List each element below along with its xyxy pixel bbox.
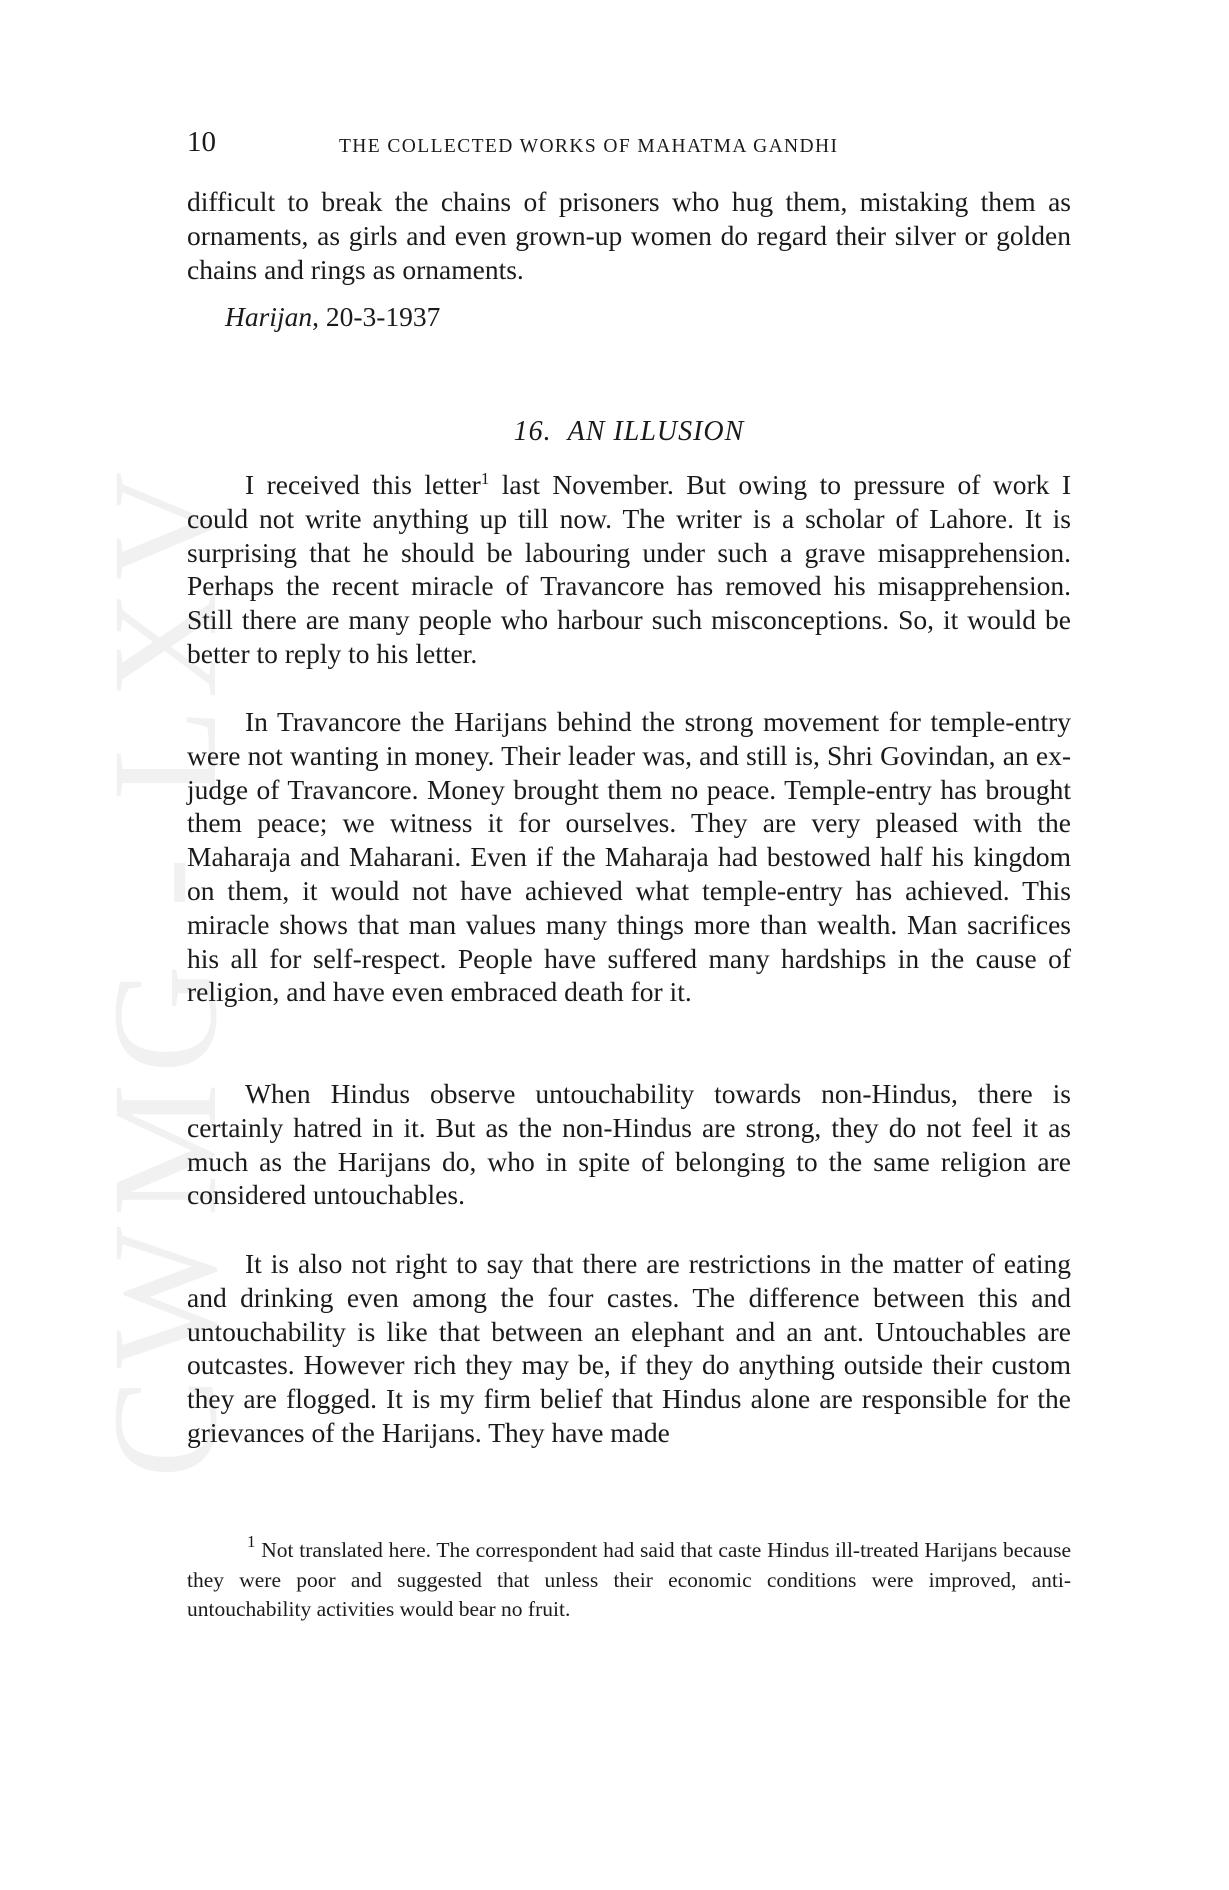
running-title: THE COLLECTED WORKS OF MAHATMA GANDHI (339, 136, 839, 157)
paragraph-4: It is also not right to say that there are restrictions in the matter of eating and drinking even among the four castes. The difference between this and untouchability is like that between an elephant and an ant. Untouchables are outcastes. However rich they may be, if they do anything outside their custom they are flogged. It is my firm belief that Hindus alone are responsible for the grievances of the Harijans. They have made (187, 1248, 1071, 1448)
paragraph-1-rest: last November. But owing to pressure of work I could not write anything up till now. The writer is a scholar of Lahore. It is surprising that he should be labouring under such a grave misapprehension. Perhaps the recent miracle of Travancore has removed his misapprehension. Still there are many people who harbour such misconceptions. So, it would be better to reply to his letter. (187, 469, 1071, 669)
footnote-text: Not translated here. The correspondent had said that caste Hindus ill-treated Harijans because they were poor and suggested that unless their economic conditions were improved, anti-untouchability activities would bear no fruit. (187, 1538, 1071, 1621)
article-number: 16. (513, 416, 552, 447)
paragraph-1-start: I received this letter (245, 469, 481, 500)
source-publication: Harijan (225, 301, 313, 332)
footnote-reference: 1 (480, 469, 490, 488)
running-head (187, 126, 1071, 166)
paragraph-3: When Hindus observe untouchability towards non-Hindus, there is certainly hatred in it. But as the non-Hindus are strong, they do not feel it as much as the Harijans do, who in spite of belonging to the same religion are considered untouchables. (187, 1078, 1071, 1211)
page-number: 10 (187, 126, 216, 158)
paragraph-2: In Travancore the Harijans behind the strong movement for temple-entry were not wanting in money. Their leader was, and still is, Shri Govindan, an ex-judge of Travancore. Money brought them no peace. Temple-entry has brought them peace; we witness it for ourselves. They are very pleased with the Maharaja and Maharani. Even if the Maharaja had bestowed half his kingdom on them, it would not have achieved what temple-entry has achieved. This miracle shows that man values many things more than wealth. Man sacrifices his all for self-respect. People have suffered many hardships in the cause of religion, and have even embraced death for it. (187, 706, 1071, 1008)
source-date: , 20-3-1937 (312, 301, 441, 332)
paragraph-1 (187, 468, 1071, 671)
watermark-text: CWMG - LXV (82, 461, 248, 1479)
source-citation (225, 301, 440, 333)
article-title: AN ILLUSION (567, 416, 745, 447)
article-heading (187, 416, 1071, 448)
intro-paragraph: difficult to break the chains of prisoners who hug them, mistaking them as ornaments, as girls and even grown-up women do regard their silver or golden chains and rings as ornaments. (187, 186, 1071, 285)
footnote (187, 1532, 1071, 1625)
footnote-marker: 1 (247, 1532, 256, 1551)
